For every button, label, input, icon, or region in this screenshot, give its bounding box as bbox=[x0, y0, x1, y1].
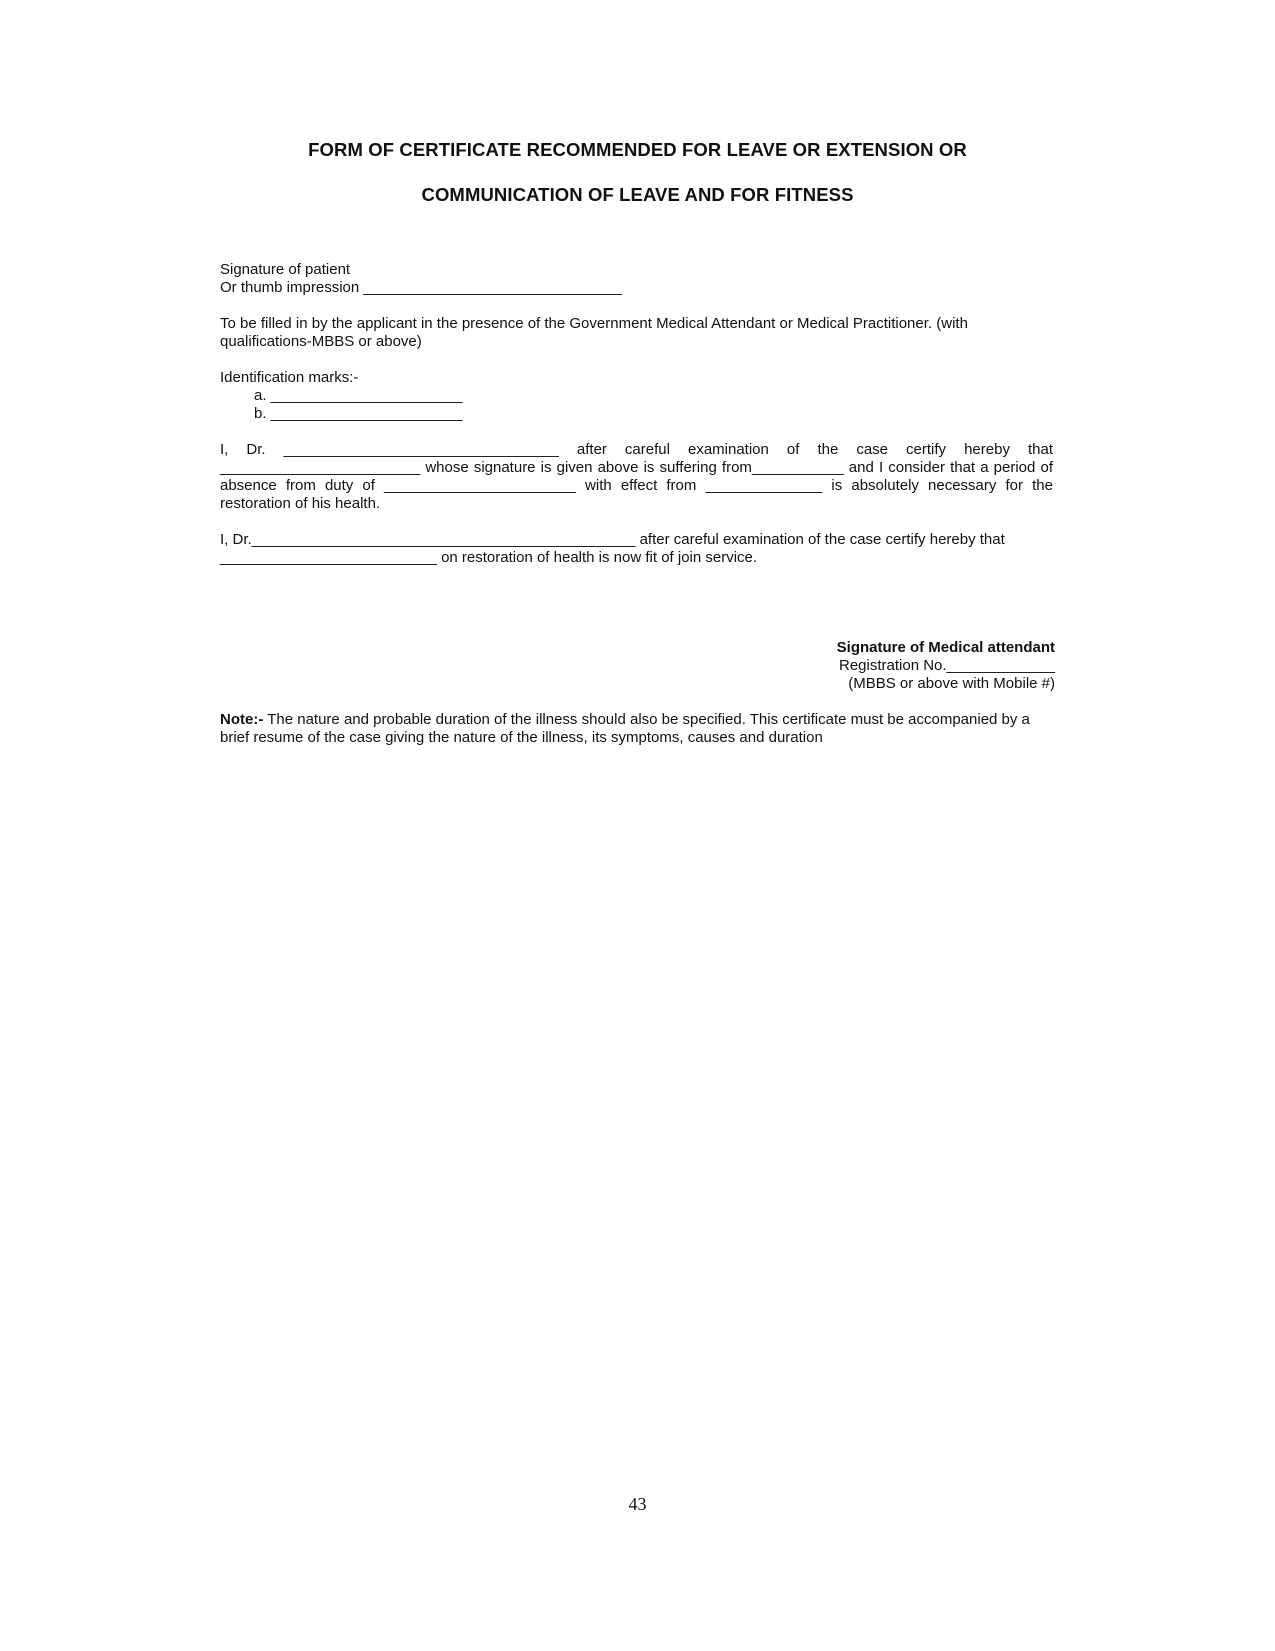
form-title-line-1: FORM OF CERTIFICATE RECOMMENDED FOR LEAVE OR EXTENSION OR bbox=[308, 139, 967, 160]
qualification-note: (MBBS or above with Mobile #) bbox=[848, 675, 1055, 692]
fitness-certificate-paragraph: I, Dr.______________________________________________ after careful examination of the case certify hereby that __________________________ on restoration of health is now fit of join service. bbox=[220, 531, 1005, 566]
note-text: The nature and probable duration of the illness should also be specified. This certificate must be accompanied by a brief resume of the case giving the nature of the illness, its symptoms, causes and duration bbox=[220, 711, 1030, 746]
patient-signature-label: Signature of patient bbox=[220, 261, 351, 278]
identification-mark-b: b. _______________________ bbox=[254, 405, 463, 422]
identification-marks-block bbox=[220, 369, 1053, 423]
medical-attendant-signature-block bbox=[837, 639, 1055, 693]
leave-certificate-paragraph: I, Dr. _________________________________ after careful examination of the case certify hereby that ________________________ whose signature is given above is suffering from___________ and I consider that a period of absence from duty of _______________________ with effect from ______________ is absolutely necessary for the restoration of his health. bbox=[220, 441, 1053, 512]
form-title-line-2: COMMUNICATION OF LEAVE AND FOR FITNESS bbox=[421, 184, 854, 205]
instruction-paragraph: To be filled in by the applicant in the presence of the Government Medical Attendant or Medical Practitioner. (with qualifications-MBBS or above) bbox=[220, 315, 968, 350]
identification-mark-a: a. _______________________ bbox=[254, 387, 463, 404]
thumb-impression-line: Or thumb impression _______________________________ bbox=[220, 279, 622, 296]
registration-number-line: Registration No._____________ bbox=[839, 657, 1055, 674]
medical-attendant-signature-label: Signature of Medical attendant bbox=[836, 639, 1055, 656]
patient-signature-block bbox=[220, 261, 1053, 297]
note-label: Note:- bbox=[220, 711, 264, 728]
identification-marks-heading: Identification marks:- bbox=[220, 369, 359, 386]
note-paragraph bbox=[220, 711, 1053, 747]
page-number: 43 bbox=[628, 1494, 647, 1514]
